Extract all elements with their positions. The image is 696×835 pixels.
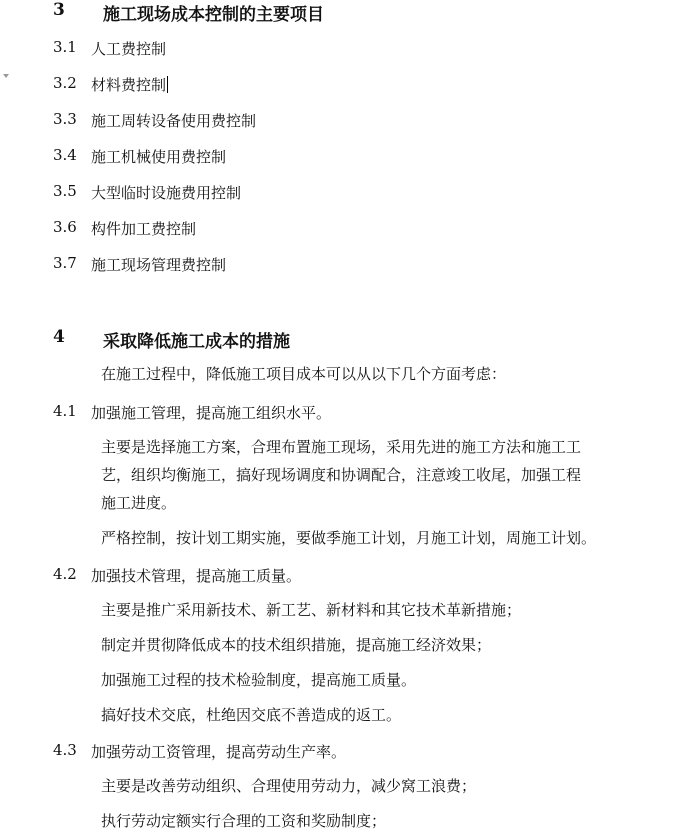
item-title: 大型临时设施费用控制 <box>91 184 242 202</box>
paragraph-line: 艺，组织均衡施工，搞好现场调度和协调配合，注意竣工收尾，加强工程 <box>101 466 582 484</box>
item-title: 材料费控制 <box>91 76 167 94</box>
paragraph-line: 严格控制，按计划工期实施，要做季施工计划，月施工计划，周施工计划。 <box>101 529 597 547</box>
item-number: 3.4 <box>53 146 77 164</box>
heading-number: 4 <box>53 327 65 347</box>
paragraph-line: 执行劳动定额实行合理的工资和奖励制度； <box>101 812 387 830</box>
heading-number: 3 <box>53 0 65 20</box>
paragraph-line: 搞好技术交底，杜绝因交底不善造成的返工。 <box>101 706 402 724</box>
item-title: 施工现场管理费控制 <box>91 256 227 274</box>
margin-marker-icon <box>3 74 9 78</box>
item-title-wrap <box>91 74 168 95</box>
item-number: 3.2 <box>53 74 77 92</box>
paragraph-line: 施工进度。 <box>101 494 177 512</box>
item-title: 构件加工费控制 <box>91 220 197 238</box>
item-number: 3.1 <box>53 38 77 56</box>
heading-title: 施工现场成本控制的主要项目 <box>103 5 324 25</box>
item-title: 施工周转设备使用费控制 <box>91 112 257 130</box>
item-number: 4.3 <box>53 741 77 759</box>
paragraph-line: 制定并贯彻降低成本的技术组织措施，提高施工经济效果； <box>101 636 492 654</box>
item-number: 3.5 <box>53 182 77 200</box>
item-title: 加强施工管理，提高施工组织水平。 <box>91 404 332 422</box>
paragraph-line: 加强施工过程的技术检验制度，提高施工质量。 <box>101 671 417 689</box>
paragraph-line: 主要是选择施工方案，合理布置施工现场，采用先进的施工方法和施工工 <box>101 438 582 456</box>
item-title: 加强劳动工资管理，提高劳动生产率。 <box>91 743 347 761</box>
item-number: 3.7 <box>53 254 77 272</box>
heading-title: 采取降低施工成本的措施 <box>103 332 290 352</box>
paragraph-line: 主要是改善劳动组织、合理使用劳动力，减少窝工浪费； <box>101 777 477 795</box>
item-number: 3.3 <box>53 110 77 128</box>
section-4-intro: 在施工过程中，降低施工项目成本可以从以下几个方面考虑： <box>101 365 507 383</box>
text-cursor <box>167 76 168 93</box>
paragraph-line: 主要是推广采用新技术、新工艺、新材料和其它技术革新措施； <box>101 601 522 619</box>
item-title: 加强技术管理，提高施工质量。 <box>91 567 302 585</box>
item-number: 4.1 <box>53 402 77 420</box>
item-title: 人工费控制 <box>91 40 167 58</box>
item-title: 施工机械使用费控制 <box>91 148 227 166</box>
item-number: 4.2 <box>53 565 77 583</box>
item-number: 3.6 <box>53 218 77 236</box>
